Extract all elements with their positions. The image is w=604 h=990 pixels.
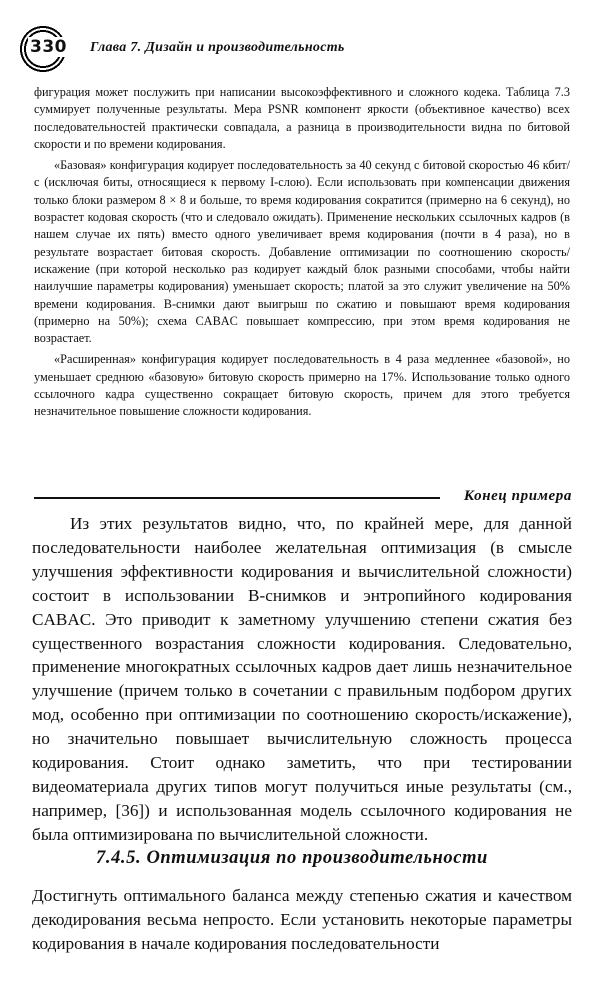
example-block — [34, 84, 570, 425]
example-paragraph: фигурация может послужить при написании высокоэффективного и сложного кодека. Таблица 7.3 суммирует полученные результаты. Мера PSNR компонент яркости (объективное качество) всех последовательностей практически совпадала, а разница в производительности видна по битовой скорости и по времени кодирования. — [34, 85, 570, 151]
main-text-block — [32, 512, 572, 847]
page-header — [18, 24, 588, 74]
section-heading: 7.4.5. Оптимизация по производительности — [96, 848, 488, 868]
example-paragraph: «Базовая» конфигурация кодирует последовательность за 40 секунд с битовой скоростью 46 кбит/с (исключая биты, относящиеся к первому I-слою). Если использовать при компенсации движения только блоки размером 8 × 8 и больше, то время кодирования сократится (примерно на 6 секунд), но возрастет кодовая скорость (что и следовало ожидать). Применение нескольких ссылочных кадров (в нашем случае их пять) вместо одного увеличивает время кодирования (почти в 4 раза), но в результате возрастает битовая скорость. Добавление оптимизации по соотношению скорость/искажение (при которой несколько раз кодирует каждый блок разными способами, чтобы найти наилучшие параметры кодирования) уменьшает скорость; платой за это служит увеличение на 50% времени кодирования. В-снимки дают выигрыш по сжатию и повышают время кодирования (примерно на 50%); схема CABAC повышает компрессию, при этом время кодирования не возрастает. — [34, 158, 570, 346]
body-paragraph: Достигнуть оптимального баланса между степенью сжатия и качеством декодирования весьма непросто. Если установить некоторые параметры кодирования в начале кодирования последовательности — [32, 886, 572, 953]
end-of-example-marker — [34, 488, 572, 510]
end-of-example-rule — [34, 497, 440, 499]
main-text-block-2 — [32, 884, 572, 956]
end-of-example-label: Конец примера — [463, 488, 572, 504]
chapter-title: Глава 7. Дизайн и производительность — [90, 40, 345, 55]
example-paragraph: «Расширенная» конфигурация кодирует последовательность в 4 раза медленнее «базовой», но уменьшает среднюю «базовую» битовую скорость примерно на 17%. Использование только одного ссылочного кадра существенно сокращает битовую скорость, причем для этого требуется незначительное повышение сложности кодирования. — [34, 352, 570, 419]
page-number: 330 — [30, 37, 67, 57]
body-paragraph: Из этих результатов видно, что, по крайней мере, для данной последовательности наиболее желательная оптимизация (в смысле улучшения эффективности кодирования и вычислительной сложности) состоит в использовании В-снимков и энтропийного кодирования CABAC. Это приводит к заметному улучшению степени сжатия без существенного возрастания сложности кодирования. Следовательно, применение многократных ссылочных кадров дает лишь незначительное улучшение (причем только в сочетании с правильным подбором других мод, особенно при оптимизации по соотношению скорость/искажение), но значительно повышает вычислительную сложность процесса кодирования. Стоит однако заметить, что при тестировании видеоматериала других типов могут получиться иные результаты (см., например, [36]) и использованная модель ссылочного кодирования не была оптимизирована по вычислительной сложности. — [32, 514, 572, 844]
